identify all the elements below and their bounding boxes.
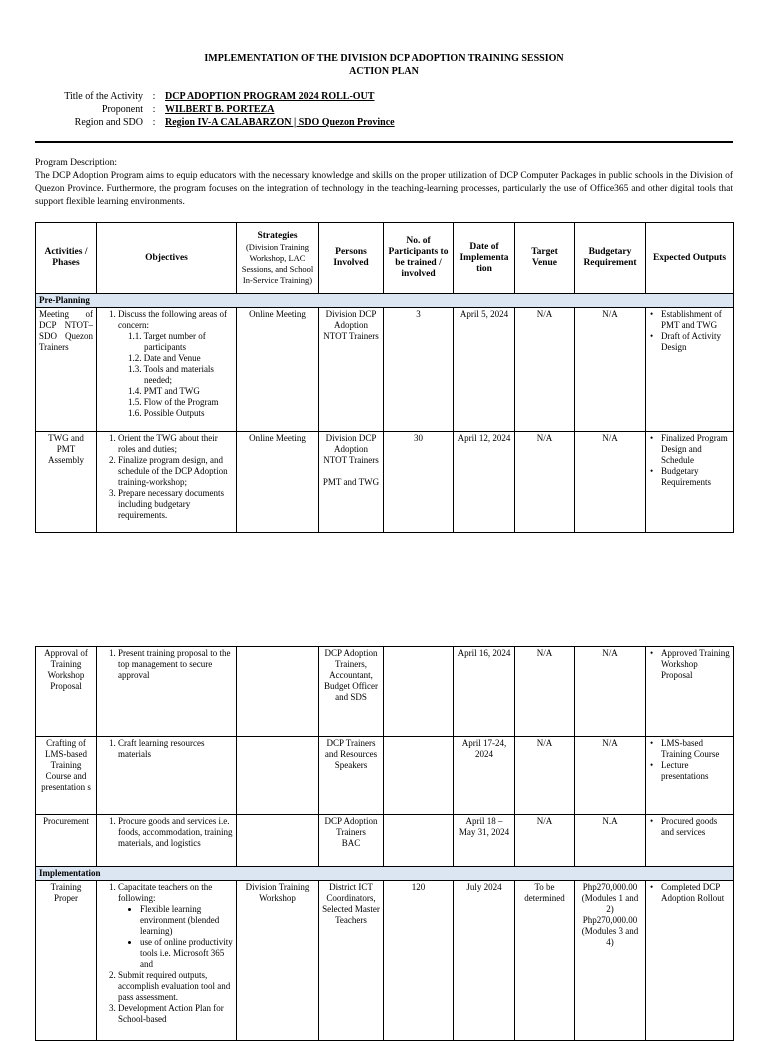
strategy-cell [237,647,319,737]
info-row-title [60,90,395,103]
budget-cell: N/A [575,737,646,815]
title-line-2: ACTION PLAN [349,66,419,77]
persons-text: Division DCP Adoption NTOT Trainers [323,433,379,465]
date-cell: July 2024 [454,881,515,1041]
persons-cell: District ICT Coordinators, Selected Master Teachers [319,881,384,1041]
objective-sublist [118,904,233,970]
table-row [36,308,734,432]
objective-item: 2. Finalize program design, and schedule of the DCP Adoption training-workshop; [118,455,233,488]
venue-cell: N/A [515,647,575,737]
persons-text: DCP Adoption Trainers [324,816,378,837]
strategy-cell: Division Training Workshop [237,881,319,1041]
persons-cell: DCP Adoption Trainers, Accountant, Budget Officer and SDS [319,647,384,737]
output-item: • LMS-based Training Course [659,738,730,760]
horizontal-divider [35,141,733,143]
date-cell: April 18 – May 31, 2024 [454,815,515,867]
column-header-date: Date of Implementa tion [454,223,515,294]
outputs-list [649,648,730,681]
activity-cell: Training Proper [36,881,97,1041]
info-colon: : [152,91,156,102]
objectives-cell [97,647,237,737]
objective-subitem: 1.3. Tools and materials needed; [128,364,214,385]
output-item: • Lecture presentations [659,760,730,782]
objective-subitem: 1.2. Date and Venue [128,353,201,363]
objective-subitem: • Flexible learning environment (blended learning) [140,904,233,937]
phase-row-preplanning [36,294,734,308]
persons-text: PMT and TWG [322,477,380,487]
budget-cell [575,881,646,1041]
table-row [36,815,734,867]
objective-item: 1. Procure goods and services i.e. foods, accommodation, training materials, and logistics [118,816,233,849]
outputs-cell [646,881,734,1041]
info-value: WILBERT B. PORTEZA [165,104,275,115]
outputs-list [649,309,730,353]
outputs-list [649,816,730,838]
info-colon: : [152,117,156,128]
objectives-cell [97,815,237,867]
objective-item: 3. Development Action Plan for School-based [118,1003,233,1025]
info-label: Proponent [101,104,143,115]
output-item: • Establishment of PMT and TWG [659,309,730,331]
persons-text: BAC [341,838,361,848]
action-plan-table-part-1 [35,222,734,533]
date-cell: April 16, 2024 [454,647,515,737]
column-header-activities: Activities / Phases [36,223,97,294]
venue-cell: N/A [515,815,575,867]
outputs-list [649,738,730,782]
objectives-cell [97,308,237,432]
objective-item [118,309,233,419]
description-body: The DCP Adoption Program aims to equip educators with the necessary knowledge and skills on the proper utilization of DCP Computer Packages in public schools in the Division of Quezon Province. Furthermore, the program focuses on the integration of technology in the teaching-learning processes, particularly the use of Office365 and other digital tools that support flexible learning environments. [35,171,733,207]
objective-subitem: 1.4. PMT and TWG [128,386,200,396]
objective-item: 3. Prepare necessary documents including budgetary requirements. [118,488,233,521]
outputs-list [649,433,730,488]
output-item: • Completed DCP Adoption Rollout [659,882,730,904]
objectives-cell [97,737,237,815]
persons-cell [319,432,384,533]
info-value: DCP ADOPTION PROGRAM 2024 ROLL-OUT [165,91,375,102]
strategies-subtitle: (Division Training Workshop, LAC Sessions, and School In-Service Training) [241,241,314,285]
outputs-cell [646,737,734,815]
table-row [36,737,734,815]
column-header-strategies [237,223,319,294]
objectives-list [100,738,233,760]
activity-cell: TWG and PMT Assembly [36,432,97,533]
phase-label: Implementation [36,867,734,881]
table-header-row [36,223,734,294]
persons-cell: Division DCP Adoption NTOT Trainers [319,308,384,432]
date-cell: April 17-24, 2024 [454,737,515,815]
date-cell: April 12, 2024 [454,432,515,533]
objective-item: 1. Craft learning resources materials [118,738,233,760]
column-header-objectives: Objectives [97,223,237,294]
phase-row-implementation [36,867,734,881]
objective-subitem: 1.6. Possible Outputs [128,408,205,418]
objectives-list [100,816,233,849]
description-heading: Program Description: [35,158,118,168]
strategy-cell: Online Meeting [237,308,319,432]
output-item: • Approved Training Workshop Proposal [659,648,730,681]
action-plan-table-part-2 [35,646,734,1041]
budget-cell: N/A [575,308,646,432]
info-row-region [60,116,395,129]
budget-cell: N/A [575,647,646,737]
participants-cell [384,737,454,815]
output-item: • Procured goods and services [659,816,730,838]
venue-cell: N/A [515,308,575,432]
info-label: Title of the Activity [64,91,143,102]
objective-item [118,882,233,970]
outputs-cell [646,815,734,867]
output-item: • Finalized Program Design and Schedule [659,433,730,466]
info-colon: : [152,104,156,115]
budget-cell: N/A [575,432,646,533]
column-header-budget: Budgetary Requirement [575,223,646,294]
objective-subitem: 1.1. Target number of participants [128,331,206,352]
info-label: Region and SDO [74,117,143,128]
phase-label: Pre-Planning [36,294,734,308]
title-line-1: IMPLEMENTATION OF THE DIVISION DCP ADOPTION TRAINING SESSION [204,53,564,64]
spacer [322,466,380,477]
objective-item: 1. Orient the TWG about their roles and duties; [118,433,233,455]
objective-item: 1. Present training proposal to the top management to secure approval [118,648,233,681]
participants-cell: 120 [384,881,454,1041]
column-header-outputs: Expected Outputs [646,223,734,294]
venue-cell: N/A [515,737,575,815]
outputs-cell [646,432,734,533]
budget-text: Php270,000.00 (Modules 3 and 4) [581,915,639,947]
objectives-cell [97,881,237,1041]
output-item: • Draft of Activity Design [659,331,730,353]
venue-cell: To be determined [515,881,575,1041]
info-value: Region IV-A CALABARZON | SDO Quezon Province [165,117,395,128]
info-row-proponent [60,103,395,116]
participants-cell [384,815,454,867]
outputs-cell [646,647,734,737]
output-item: • Budgetary Requirements [659,466,730,488]
column-header-participants: No. of Participants to be trained / involved [384,223,454,294]
objectives-cell [97,432,237,533]
persons-cell: DCP Trainers and Resources Speakers [319,737,384,815]
table-row [36,432,734,533]
objective-text: Capacitate teachers on the following: [118,882,213,903]
participants-cell [384,647,454,737]
participants-cell: 3 [384,308,454,432]
strategies-title: Strategies [257,230,298,241]
budget-text: Php270,000.00 (Modules 1 and 2) [581,882,639,914]
date-cell: April 5, 2024 [454,308,515,432]
column-header-venue: Target Venue [515,223,575,294]
objective-sublist [118,331,233,419]
objectives-list [100,433,233,521]
document-title [0,52,768,78]
activity-cell: Approval of Training Workshop Proposal [36,647,97,737]
objectives-list [100,882,233,1025]
participants-cell: 30 [384,432,454,533]
objective-subitem: 1.5. Flow of the Program [128,397,219,407]
outputs-list [649,882,730,904]
objective-text: Discuss the following areas of concern: [118,309,227,330]
objectives-list [100,648,233,681]
strategy-cell: Online Meeting [237,432,319,533]
objective-item: 2. Submit required outputs, accomplish evaluation tool and pass assessment. [118,970,233,1003]
activity-cell: Procurement [36,815,97,867]
persons-cell [319,815,384,867]
budget-cell: N.A [575,815,646,867]
activity-cell: Crafting of LMS-based Training Course and presentation s [36,737,97,815]
table-row [36,647,734,737]
program-description [35,157,733,209]
outputs-cell [646,308,734,432]
strategy-cell [237,737,319,815]
table-row [36,881,734,1041]
activity-cell: Meeting of DCP NTOT–SDO Quezon Trainers [36,308,97,432]
strategy-cell [237,815,319,867]
objective-subitem: • use of online productivity tools i.e. Microsoft 365 and [140,937,233,970]
objectives-list [100,309,233,419]
column-header-persons: Persons Involved [319,223,384,294]
activity-info [60,90,395,129]
venue-cell: N/A [515,432,575,533]
